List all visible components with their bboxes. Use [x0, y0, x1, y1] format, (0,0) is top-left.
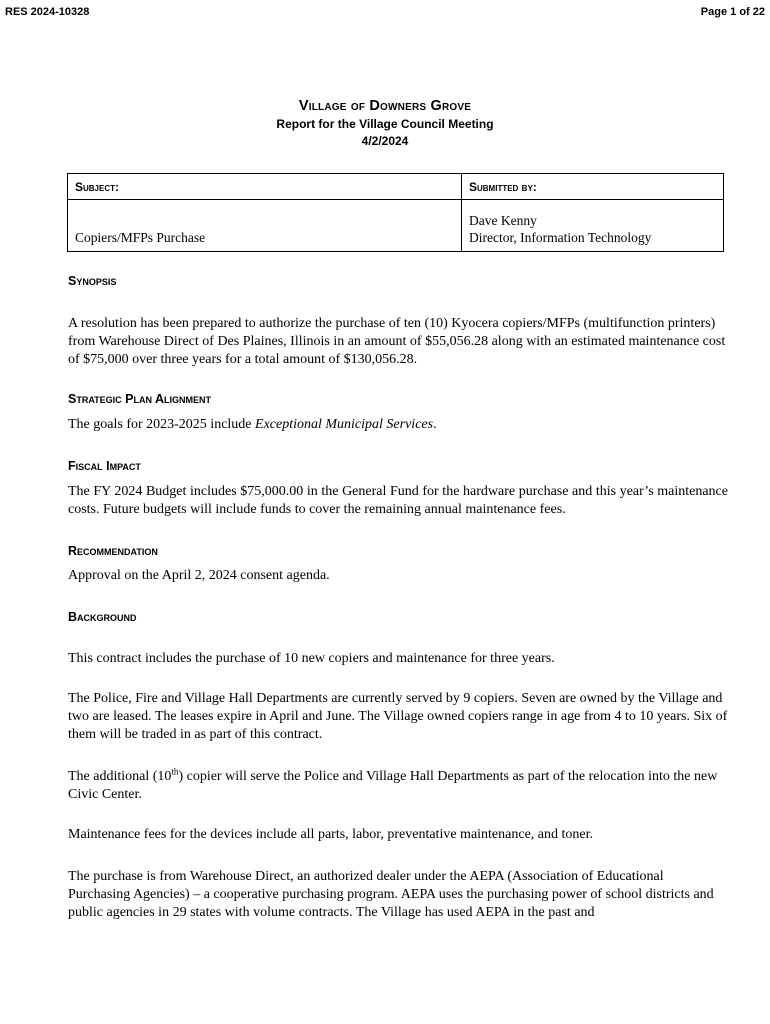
- background-paragraph-3: [68, 768, 728, 804]
- subject-table: [67, 173, 724, 252]
- synopsis-heading: Synopsis: [68, 274, 117, 288]
- submitted-by-label: Submitted by:: [469, 179, 537, 194]
- strategic-goal: Exceptional Municipal Services: [255, 417, 434, 432]
- p3-start: The additional (10: [68, 769, 172, 784]
- synopsis-text: A resolution has been prepared to authorize the purchase of ten (10) Kyocera copiers/MFPs (multifunction printers) from Warehouse Direct of Des Plaines, Illinois in an amount of $55,056.28 along with an estimated maintenance cost of $75,000 over three years for a total amount of $130,056.28.: [68, 316, 726, 367]
- background-paragraph-2: The Police, Fire and Village Hall Departments are currently served by 9 copiers. Seven are owned by the Village and two are leased. The leases expire in April and June. The Village owned copiers range in age from 4 to 10 years. Six of them will be traded in as part of this contract.: [68, 691, 728, 742]
- p3-superscript: th: [171, 766, 179, 777]
- fiscal-text: The FY 2024 Budget includes $75,000.00 in the General Fund for the hardware purchase and this year’s maintenance costs. Future budgets will include funds to cover the remaining annual maintenance fees.: [68, 484, 728, 517]
- background-heading: Background: [68, 610, 137, 624]
- submitter-title: Director, Information Technology: [469, 230, 652, 245]
- recommendation-heading: Recommendation: [68, 544, 158, 558]
- submitter-name: Dave Kenny: [469, 213, 537, 228]
- document-title: Village of Downers Grove: [298, 98, 472, 114]
- document-subtitle: Report for the Village Council Meeting: [276, 117, 494, 131]
- p3-end: ) copier will serve the Police and Village Hall Departments as part of the relocation into the new Civic Center.: [68, 769, 718, 802]
- strategic-text-end: .: [433, 417, 437, 432]
- resolution-number: RES 2024-10328: [5, 6, 90, 18]
- strategic-text: [68, 416, 728, 434]
- background-paragraph-1: This contract includes the purchase of 10 new copiers and maintenance for three years.: [68, 651, 555, 666]
- strategic-text-start: The goals for 2023-2025 include: [68, 417, 256, 432]
- subject-header-cell: [68, 174, 462, 200]
- strategic-heading: Strategic Plan Alignment: [68, 392, 212, 406]
- title-block: [0, 98, 770, 148]
- recommendation-text: Approval on the April 2, 2024 consent agenda.: [68, 568, 330, 583]
- submitter-cell: [462, 200, 724, 252]
- subject-value: Copiers/MFPs Purchase: [68, 200, 462, 252]
- submitted-header-cell: [462, 174, 724, 200]
- background-paragraph-4: Maintenance fees for the devices include all parts, labor, preventative maintenance, and toner.: [68, 827, 593, 842]
- page-indicator: Page 1 of 22: [700, 6, 765, 18]
- subject-label: Subject:: [75, 179, 120, 194]
- background-paragraph-5: The purchase is from Warehouse Direct, an authorized dealer under the AEPA (Association of Educational Purchasing Agencies) – a cooperative purchasing program. AEPA uses the purchasing power of school districts and public agencies in 29 states with volume contracts. The Village has used AEPA in the past and: [68, 869, 714, 920]
- fiscal-heading: Fiscal Impact: [68, 459, 141, 473]
- meeting-date: 4/2/2024: [361, 134, 409, 148]
